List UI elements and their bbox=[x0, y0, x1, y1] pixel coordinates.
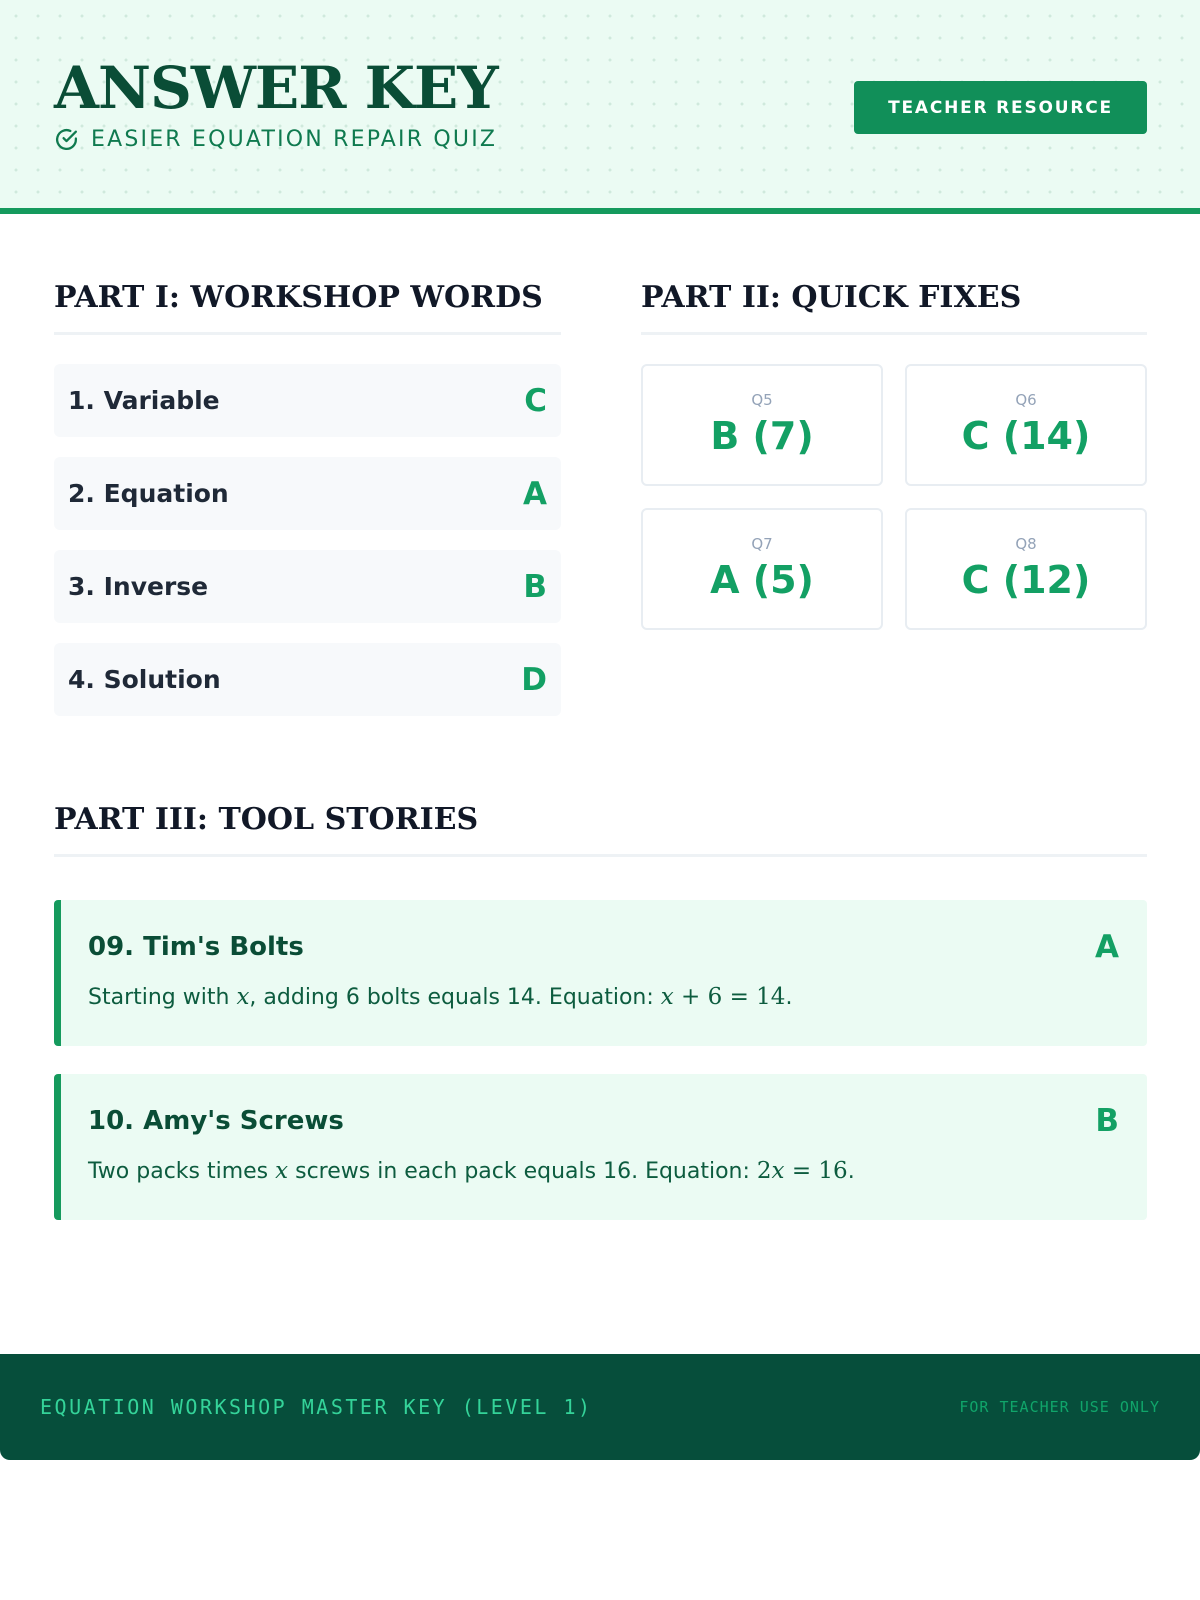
math-variable bbox=[236, 984, 249, 1010]
question-number: Q6 bbox=[1015, 391, 1037, 409]
equation-rest: = 16 bbox=[784, 1158, 848, 1184]
story-text-part: , adding 6 bolts equals 14. Equation: bbox=[249, 985, 661, 1010]
word-label: 4. Solution bbox=[68, 665, 221, 694]
story-text-part: Two packs times bbox=[88, 1159, 276, 1184]
teacher-resource-badge: TEACHER RESOURCE bbox=[854, 81, 1147, 134]
story-header bbox=[88, 930, 1119, 964]
subtitle-text: EASIER EQUATION REPAIR QUIZ bbox=[91, 127, 498, 152]
footer bbox=[0, 1354, 1200, 1460]
question-number: Q8 bbox=[1015, 535, 1037, 553]
list-item bbox=[54, 550, 561, 623]
word-answer: B bbox=[523, 568, 547, 605]
card-answer: C (14) bbox=[961, 414, 1091, 458]
answer-card bbox=[641, 508, 883, 630]
variable: x bbox=[660, 984, 674, 1010]
list-item bbox=[54, 457, 561, 530]
card-answer: A (5) bbox=[710, 558, 814, 602]
word-answer: A bbox=[523, 475, 547, 512]
story-title: 10. Amy's Screws bbox=[88, 1106, 344, 1136]
variable: x bbox=[236, 984, 250, 1010]
story-text-part: . bbox=[785, 985, 793, 1010]
header bbox=[0, 0, 1200, 214]
workshop-words-list bbox=[54, 364, 561, 736]
word-answer: C bbox=[524, 382, 547, 419]
answer-card bbox=[905, 364, 1147, 486]
word-label: 2. Equation bbox=[68, 479, 229, 508]
footer-note: FOR TEACHER USE ONLY bbox=[959, 1398, 1160, 1416]
story-header bbox=[88, 1104, 1119, 1138]
check-circle-icon bbox=[54, 127, 79, 152]
story-text bbox=[88, 984, 1119, 1010]
story-text-part: screws in each pack equals 16. Equation: bbox=[288, 1159, 757, 1184]
part2-title: PART II: QUICK FIXES bbox=[641, 278, 1147, 335]
card-answer: B (7) bbox=[710, 414, 814, 458]
card-answer: C (12) bbox=[961, 558, 1091, 602]
footer-title: EQUATION WORKSHOP MASTER KEY (LEVEL 1) bbox=[40, 1395, 593, 1419]
story-title: 09. Tim's Bolts bbox=[88, 932, 304, 962]
question-number: Q5 bbox=[751, 391, 773, 409]
variable: x bbox=[275, 1158, 289, 1184]
story-text bbox=[88, 1158, 1119, 1184]
equation-rest: + 6 = 14 bbox=[673, 984, 786, 1010]
quick-fixes-grid bbox=[641, 364, 1147, 630]
question-number: Q7 bbox=[751, 535, 773, 553]
word-label: 3. Inverse bbox=[68, 572, 209, 601]
page-title: ANSWER KEY bbox=[54, 54, 498, 122]
word-answer: D bbox=[521, 661, 547, 698]
word-label: 1. Variable bbox=[68, 386, 220, 415]
equation-coefficient: 2 bbox=[756, 1158, 772, 1184]
variable: x bbox=[771, 1158, 785, 1184]
story-answer: B bbox=[1095, 1103, 1119, 1139]
equation bbox=[661, 984, 786, 1010]
part3-title: PART III: TOOL STORIES bbox=[54, 800, 1147, 857]
equation bbox=[757, 1158, 848, 1184]
story-text-part: Starting with bbox=[88, 985, 237, 1010]
math-variable bbox=[275, 1158, 288, 1184]
answer-card bbox=[641, 364, 883, 486]
answer-card bbox=[905, 508, 1147, 630]
part1-title: PART I: WORKSHOP WORDS bbox=[54, 278, 561, 335]
story-card bbox=[54, 1074, 1147, 1220]
story-text-part: . bbox=[847, 1159, 855, 1184]
list-item bbox=[54, 364, 561, 437]
story-answer: A bbox=[1095, 929, 1119, 965]
subtitle bbox=[54, 127, 497, 152]
list-item bbox=[54, 643, 561, 716]
story-card bbox=[54, 900, 1147, 1046]
